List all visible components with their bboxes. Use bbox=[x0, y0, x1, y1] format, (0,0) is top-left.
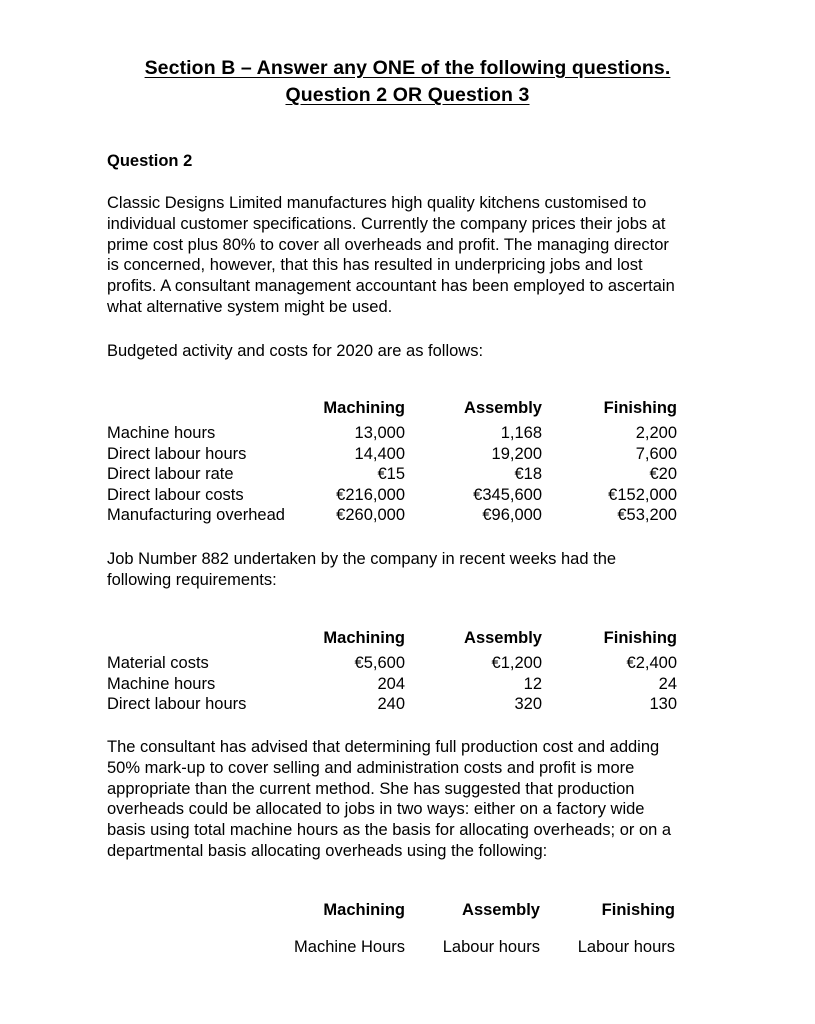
table-row bbox=[280, 936, 675, 958]
intro-line: individual customer specifications. Currently the company prices their jobs at bbox=[107, 214, 666, 233]
consultant-line: basis using total machine hours as the basis for allocating overheads; or on a bbox=[107, 821, 672, 840]
intro-line: what alternative system might be used. bbox=[107, 297, 393, 316]
column-header-machining: Machining bbox=[323, 901, 405, 919]
section-heading: Section B – Answer any ONE of the following questions. bbox=[144, 57, 671, 79]
table-row bbox=[107, 674, 677, 695]
question-title: Question 2 bbox=[107, 152, 193, 170]
consultant-line: The consultant has advised that determining full production cost and adding bbox=[107, 738, 660, 756]
section-subheading: Question 2 OR Question 3 bbox=[285, 84, 530, 106]
job-intro-paragraph bbox=[107, 549, 747, 591]
basis-finishing: Labour hours bbox=[577, 938, 675, 956]
consultant-line: departmental basis allocating overheads using the following: bbox=[107, 841, 548, 860]
column-header-assembly: Assembly bbox=[462, 901, 540, 919]
allocation-basis-table bbox=[280, 900, 675, 958]
column-header-finishing: Finishing bbox=[603, 629, 677, 647]
cell-finishing: €152,000 bbox=[608, 485, 677, 504]
cell-assembly: 12 bbox=[523, 674, 542, 693]
budget-intro-text: Budgeted activity and costs for 2020 are as follows: bbox=[107, 342, 484, 360]
cell-finishing: €53,200 bbox=[617, 506, 677, 525]
cell-machining: 13,000 bbox=[354, 424, 405, 442]
row-label: Machine hours bbox=[107, 674, 216, 693]
basis-machining: Machine Hours bbox=[294, 938, 405, 956]
row-label: Direct labour rate bbox=[107, 465, 234, 484]
cell-finishing: 7,600 bbox=[635, 444, 677, 463]
cell-machining: 204 bbox=[377, 674, 405, 693]
consultant-line: 50% mark-up to cover selling and administration costs and profit is more bbox=[107, 758, 635, 777]
row-label: Machine hours bbox=[107, 424, 216, 442]
table-row bbox=[107, 444, 677, 465]
column-header-finishing: Finishing bbox=[603, 399, 677, 417]
cell-finishing: €20 bbox=[649, 465, 677, 484]
job-intro-line: following requirements: bbox=[107, 570, 277, 589]
cell-machining: €5,600 bbox=[354, 654, 405, 672]
column-header-machining: Machining bbox=[323, 399, 405, 417]
table-header-row bbox=[107, 628, 677, 653]
row-label: Direct labour hours bbox=[107, 695, 247, 714]
job-intro-line: Job Number 882 undertaken by the company in recent weeks had the bbox=[107, 550, 617, 568]
table-row bbox=[107, 505, 677, 526]
intro-paragraph bbox=[107, 193, 747, 318]
column-header-assembly: Assembly bbox=[464, 629, 542, 647]
intro-line: prime cost plus 80% to cover all overheads and profit. The managing director bbox=[107, 235, 669, 254]
cell-finishing: 24 bbox=[658, 674, 677, 693]
intro-line: profits. A consultant management accountant has been employed to ascertain bbox=[107, 277, 675, 296]
row-label: Material costs bbox=[107, 654, 209, 672]
cell-machining: 240 bbox=[377, 695, 405, 714]
consultant-line: overheads could be allocated to jobs in two ways: either on a factory wide bbox=[107, 800, 645, 819]
cell-assembly: €1,200 bbox=[491, 654, 542, 672]
row-label: Direct labour hours bbox=[107, 444, 247, 463]
cell-finishing: 130 bbox=[649, 695, 677, 714]
consultant-paragraph bbox=[107, 737, 747, 862]
cell-assembly: 320 bbox=[514, 695, 542, 714]
cell-assembly: €96,000 bbox=[482, 506, 542, 525]
budget-intro bbox=[107, 341, 747, 362]
budget-table bbox=[107, 398, 677, 526]
consultant-line: appropriate than the current method. She has suggested that production bbox=[107, 779, 635, 798]
cell-machining: €15 bbox=[377, 465, 405, 484]
table-row bbox=[107, 694, 677, 715]
table-header-row bbox=[107, 398, 677, 423]
cell-finishing: 2,200 bbox=[635, 424, 677, 442]
table-row bbox=[107, 485, 677, 506]
table-row bbox=[107, 423, 677, 444]
column-header-assembly: Assembly bbox=[464, 399, 542, 417]
row-label: Direct labour costs bbox=[107, 485, 244, 504]
basis-assembly: Labour hours bbox=[442, 938, 540, 956]
cell-finishing: €2,400 bbox=[626, 654, 677, 672]
cell-assembly: 19,200 bbox=[491, 444, 542, 463]
table-row bbox=[107, 653, 677, 674]
intro-line: Classic Designs Limited manufactures high quality kitchens customised to bbox=[107, 194, 647, 212]
column-header-finishing: Finishing bbox=[601, 901, 675, 919]
cell-machining: 14,400 bbox=[354, 444, 405, 463]
cell-machining: €260,000 bbox=[336, 506, 405, 525]
row-label: Manufacturing overhead bbox=[107, 506, 285, 525]
cell-assembly: 1,168 bbox=[500, 424, 542, 442]
intro-line: is concerned, however, that this has resulted in underpricing jobs and lost bbox=[107, 256, 643, 275]
cell-machining: €216,000 bbox=[336, 485, 405, 504]
table-header-row bbox=[280, 900, 675, 936]
job-requirements-table bbox=[107, 628, 677, 715]
table-row bbox=[107, 464, 677, 485]
cell-assembly: €345,600 bbox=[473, 485, 542, 504]
cell-assembly: €18 bbox=[514, 465, 542, 484]
column-header-machining: Machining bbox=[323, 629, 405, 647]
